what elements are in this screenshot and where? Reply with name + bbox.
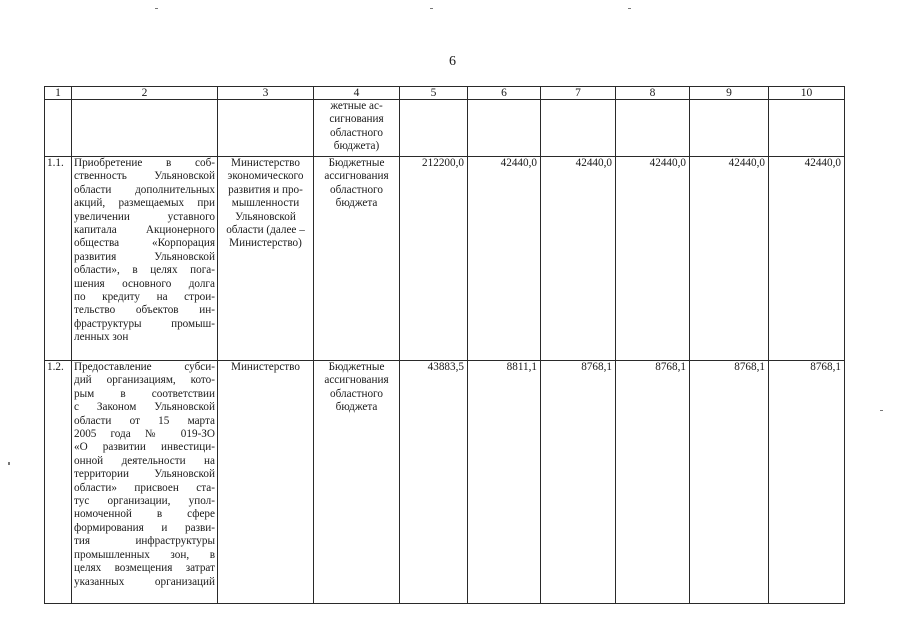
table-cell	[541, 100, 616, 157]
cell-line: экономического	[227, 170, 304, 183]
cell-line: бюджета	[335, 197, 378, 210]
cell-line: 2005 года № 019-ЗО	[74, 428, 215, 441]
row-year-value: 8811,1	[468, 361, 541, 604]
row-year-value: 42440,0	[468, 157, 541, 361]
cell-line: Приобретение в соб-	[74, 157, 215, 169]
row-year-value: 42440,0	[616, 157, 690, 361]
column-header: 1	[45, 87, 72, 100]
table-cell	[218, 100, 314, 157]
table-cell	[72, 100, 218, 157]
cell-line: по кредиту на строи-	[74, 291, 215, 304]
cell-line: жетные ас-	[330, 100, 383, 112]
cell-line: дий организациям, кото-	[74, 374, 215, 387]
cell-line: Бюджетные	[328, 361, 385, 373]
cell-line: Министерство	[231, 361, 300, 373]
cell-line: тус организации, упол-	[74, 495, 215, 508]
row-year-value: 8768,1	[690, 361, 769, 604]
row-executor	[218, 157, 314, 361]
scan-speck	[8, 462, 10, 465]
table-cell	[690, 100, 769, 157]
column-header: 8	[616, 87, 690, 100]
cell-line: развития и про-	[228, 183, 303, 196]
row-number: 1.1.	[45, 157, 72, 361]
column-header: 3	[218, 87, 314, 100]
cell-line: развития Ульяновской	[74, 250, 215, 263]
cell-line: области дополнительных	[74, 183, 215, 196]
cell-line: областного	[330, 183, 383, 196]
cell-line: увеличении уставного	[74, 210, 215, 223]
column-header: 9	[690, 87, 769, 100]
cell-line: капитала Акционерного	[74, 224, 215, 237]
cell-line: Министерство)	[229, 237, 302, 250]
cell-line: территории Ульяновской	[74, 468, 215, 481]
table-row	[45, 157, 845, 361]
table-cell	[400, 100, 468, 157]
cell-line: промышленных зон, в	[74, 548, 215, 561]
row-year-value: 42440,0	[690, 157, 769, 361]
column-header: 7	[541, 87, 616, 100]
carryover-source-cell	[314, 100, 400, 157]
column-header: 2	[72, 87, 218, 100]
cell-line: фраструктуры промыш-	[74, 317, 215, 330]
cell-line: ассигнования	[324, 170, 389, 183]
cell-line: областного	[330, 387, 383, 400]
cell-line: «О развитии инвестици-	[74, 441, 215, 454]
table-cell	[616, 100, 690, 157]
row-total: 43883,5	[400, 361, 468, 604]
table-row	[45, 361, 845, 604]
table-cell	[468, 100, 541, 157]
cell-line: общества «Корпорация	[74, 237, 215, 250]
cell-line: рым в соответствии	[74, 387, 215, 400]
column-header: 5	[400, 87, 468, 100]
row-year-value: 8768,1	[769, 361, 845, 604]
cell-line: шения основного долга	[74, 277, 215, 290]
row-year-value: 42440,0	[769, 157, 845, 361]
row-source	[314, 361, 400, 604]
cell-line: областного	[330, 126, 383, 139]
table-cell	[769, 100, 845, 157]
page-number: 6	[449, 54, 456, 69]
cell-line: указанных организаций	[74, 575, 215, 588]
table-header-row	[45, 87, 845, 100]
cell-line: бюджета)	[333, 140, 380, 153]
column-header: 10	[769, 87, 845, 100]
cell-line: онной деятельности на	[74, 454, 215, 467]
cell-line: области от 15 марта	[74, 414, 215, 427]
row-year-value: 8768,1	[616, 361, 690, 604]
cell-line: ленных зон	[74, 331, 129, 344]
cell-line: бюджета	[335, 401, 378, 414]
cell-line: номоченной в сфере	[74, 508, 215, 521]
cell-line: области» присвоен ста-	[74, 481, 215, 494]
cell-line: области», в целях пога-	[74, 264, 215, 277]
cell-line: мышленности	[231, 197, 300, 210]
cell-line: с Законом Ульяновской	[74, 401, 215, 414]
scan-speck	[430, 8, 433, 9]
cell-line: ассигнования	[324, 374, 389, 387]
row-year-value: 42440,0	[541, 157, 616, 361]
column-header: 6	[468, 87, 541, 100]
cell-line: Ульяновской	[235, 210, 296, 223]
row-year-value: 8768,1	[541, 361, 616, 604]
cell-line: целях возмещения затрат	[74, 562, 215, 575]
cell-line: формирования и разви-	[74, 521, 215, 534]
row-total: 212200,0	[400, 157, 468, 361]
scan-speck	[628, 8, 631, 9]
budget-table	[44, 86, 845, 604]
cell-line: Предоставление субси-	[74, 361, 215, 373]
row-executor	[218, 361, 314, 604]
cell-line: тия инфраструктуры	[74, 535, 215, 548]
column-header: 4	[314, 87, 400, 100]
cell-line: акций, размещаемых при	[74, 197, 215, 210]
scan-speck	[880, 410, 883, 411]
row-source	[314, 157, 400, 361]
cell-line: ственность Ульяновской	[74, 170, 215, 183]
row-description	[72, 157, 218, 361]
table-cell	[45, 100, 72, 157]
cell-line: Министерство	[231, 157, 300, 169]
cell-line: Бюджетные	[328, 157, 385, 169]
row-number: 1.2.	[45, 361, 72, 604]
carryover-row	[45, 100, 845, 157]
cell-line: тельство объектов ин-	[74, 304, 215, 317]
cell-line: сигнования	[329, 113, 384, 126]
row-description	[72, 361, 218, 604]
scan-speck	[155, 8, 158, 9]
cell-line: области (далее –	[226, 224, 305, 237]
